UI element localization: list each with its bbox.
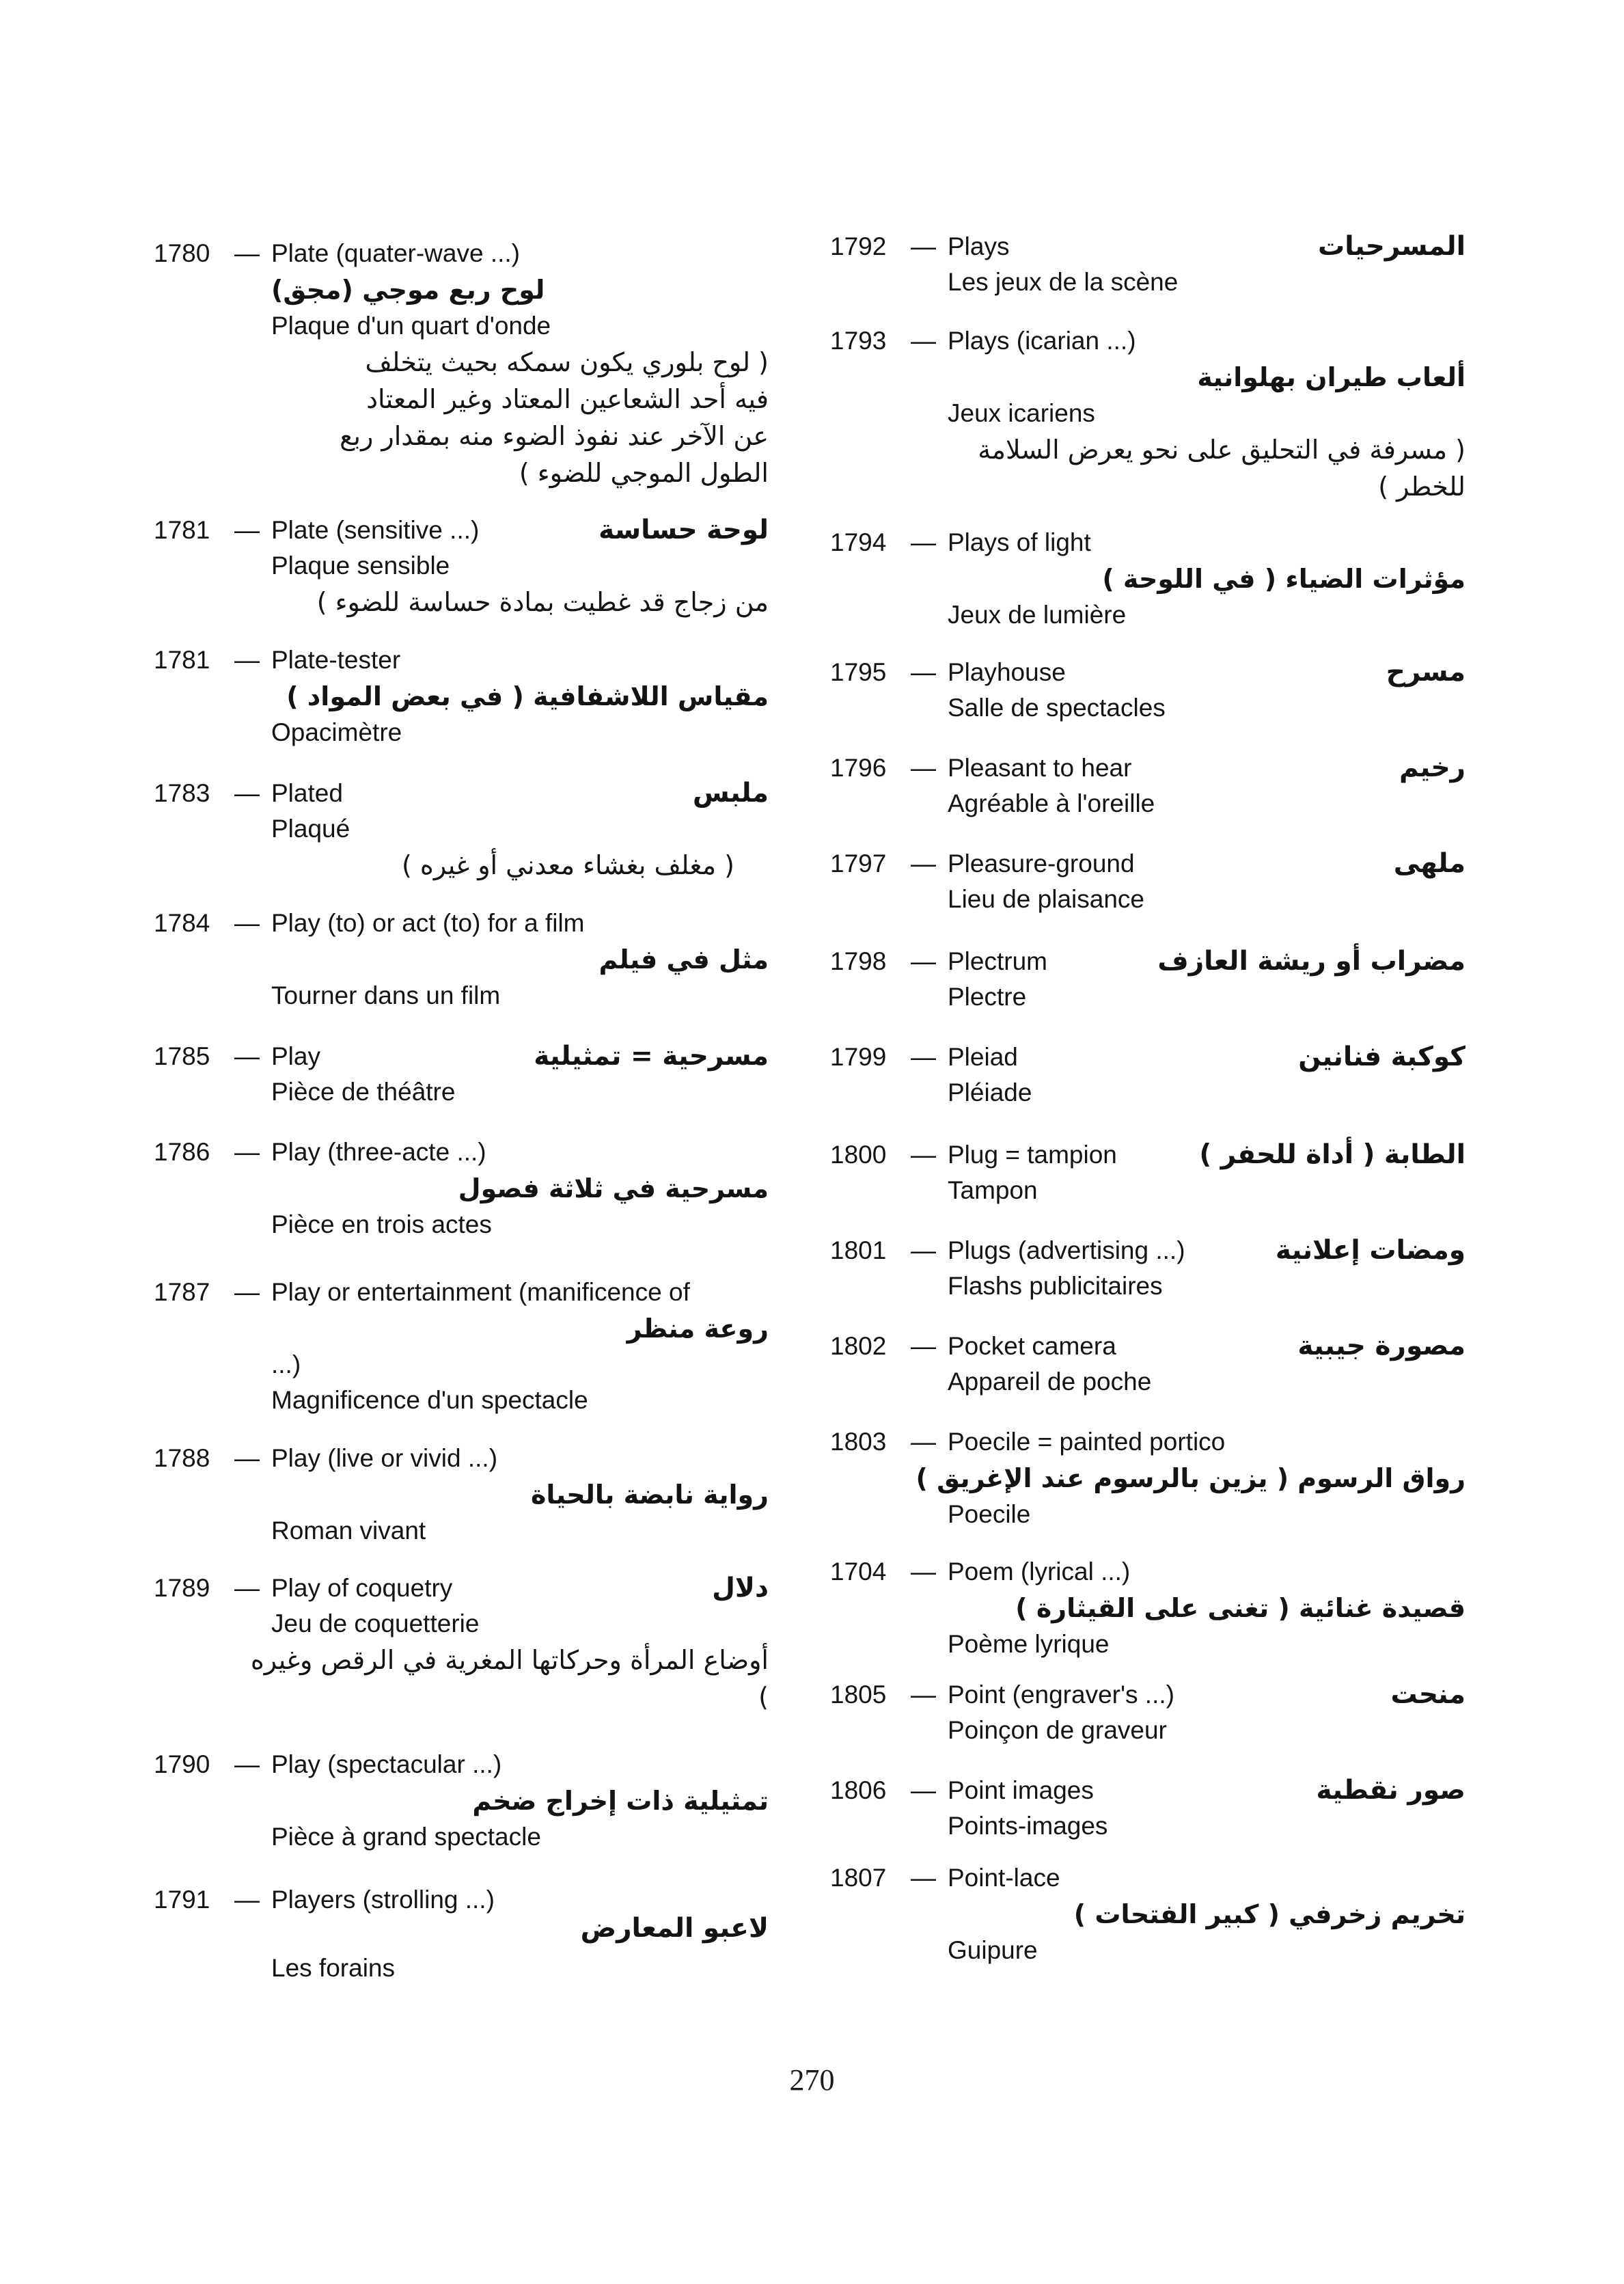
entry-french: Poecile xyxy=(948,1500,1031,1528)
entry-french: Pléiade xyxy=(948,1078,1032,1106)
entry-1784 xyxy=(154,906,769,1039)
entry-1704 xyxy=(830,1554,1465,1677)
entry-arabic-note: من زجاج قد غطيت بمادة حساسة للضوء ) xyxy=(316,587,769,617)
entry-1800 xyxy=(830,1137,1465,1233)
entry-english: Play of coquetry xyxy=(271,1574,453,1602)
entry-number: 1796 xyxy=(830,754,887,782)
entry-dash: — xyxy=(911,1141,936,1169)
entry-1801 xyxy=(830,1233,1465,1329)
entry-french: Jeux icariens xyxy=(948,399,1095,427)
entry-english: Poem (lyrical ...) xyxy=(948,1558,1131,1586)
entry-number: 1789 xyxy=(154,1574,210,1602)
entry-1783 xyxy=(154,776,769,906)
entry-french: Appareil de poche xyxy=(948,1368,1152,1396)
entry-arabic: مسرحية = تمثيلية xyxy=(534,1041,769,1072)
entry-english: Play xyxy=(271,1042,320,1070)
entry-english: Plectrum xyxy=(948,947,1047,975)
entry-arabic: ملهى xyxy=(1393,848,1465,879)
entry-1796 xyxy=(830,750,1465,846)
entry-dash: — xyxy=(234,909,260,937)
entry-french: Pièce de théâtre xyxy=(271,1078,456,1106)
entry-1794 xyxy=(830,525,1465,655)
entry-english: Plated xyxy=(271,779,343,807)
entry-english: Play (to) or act (to) for a film xyxy=(271,909,585,937)
entry-english: Point images xyxy=(948,1776,1094,1804)
entry-1788 xyxy=(154,1441,769,1571)
entry-arabic-note: ( مغلف بغشاء معدني أو غيره ) xyxy=(402,850,734,880)
entry-english: Pocket camera xyxy=(948,1332,1116,1360)
entry-dash: — xyxy=(911,327,936,355)
entry-dash: — xyxy=(234,1574,260,1602)
entry-number: 1797 xyxy=(830,849,887,878)
entry-1781-sensitive xyxy=(154,513,769,642)
entry-dash: — xyxy=(234,779,260,807)
entry-arabic: مسرحية في ثلاثة فصول xyxy=(458,1173,769,1204)
entry-english: Players (strolling ...) xyxy=(271,1886,495,1914)
entry-number: 1790 xyxy=(154,1750,210,1778)
entry-french: Points-images xyxy=(948,1812,1108,1840)
entry-english: Plate-tester xyxy=(271,646,401,674)
entry-french: Magnificence d'un spectacle xyxy=(271,1386,588,1414)
entry-arabic: مؤثرات الضياء ( في اللوحة ) xyxy=(1102,564,1465,594)
entry-arabic: رواية نابضة بالحياة xyxy=(531,1480,769,1510)
entry-arabic: تمثيلية ذات إخراج ضخم xyxy=(472,1786,769,1816)
entry-dash: — xyxy=(911,528,936,556)
entry-1780 xyxy=(154,236,769,513)
entry-arabic: مسرح xyxy=(1386,657,1465,688)
entry-french: Plaque sensible xyxy=(271,552,450,580)
entry-english: Play (spectacular ...) xyxy=(271,1750,502,1778)
entry-english: Plate (sensitive ...) xyxy=(271,516,480,544)
entry-dash: — xyxy=(911,1776,936,1804)
entry-english: Plays xyxy=(948,232,1010,260)
entry-english: Point-lace xyxy=(948,1864,1060,1892)
entry-number: 1781 xyxy=(154,516,210,544)
entry-dash: — xyxy=(911,1043,936,1071)
entry-english: Pleiad xyxy=(948,1043,1018,1071)
entry-number: 1786 xyxy=(154,1138,210,1166)
entry-english: Plate (quater-wave ...) xyxy=(271,239,520,267)
entry-arabic: المسرحيات xyxy=(1318,231,1465,262)
entry-arabic: صور نقطية xyxy=(1316,1775,1465,1806)
entry-1798 xyxy=(830,944,1465,1039)
entry-arabic: ملبس xyxy=(692,778,769,808)
entry-english: Plays of light xyxy=(948,528,1091,556)
right-column xyxy=(830,229,1465,1976)
entry-1799 xyxy=(830,1039,1465,1137)
entry-1785 xyxy=(154,1039,769,1134)
entry-french: Roman vivant xyxy=(271,1517,426,1545)
entry-english: Poecile = painted portico xyxy=(948,1428,1226,1456)
entry-french: Salle de spectacles xyxy=(948,694,1166,722)
entry-arabic: منحت xyxy=(1390,1679,1465,1710)
entry-french: Flashs publicitaires xyxy=(948,1272,1163,1300)
entry-number: 1801 xyxy=(830,1236,887,1264)
entry-dash: — xyxy=(911,1558,936,1586)
entry-english: Play or entertainment (manificence of xyxy=(271,1278,690,1306)
entry-number: 1784 xyxy=(154,909,210,937)
entry-arabic: تخريم زخرفي ( كبير الفتحات ) xyxy=(1073,1899,1465,1929)
entry-french: Plaque d'un quart d'onde xyxy=(271,312,551,340)
entry-french: Les jeux de la scène xyxy=(948,268,1179,296)
entry-1803 xyxy=(830,1424,1465,1554)
entry-1807 xyxy=(830,1860,1465,1976)
entry-number: 1795 xyxy=(830,658,887,686)
entry-arabic: لوح ربع موجي (مجق) xyxy=(271,275,545,305)
entry-english: Play (live or vivid ...) xyxy=(271,1444,498,1472)
entry-1787 xyxy=(154,1275,769,1441)
entry-english: Point (engraver's ...) xyxy=(948,1681,1174,1709)
entry-english: Pleasant to hear xyxy=(948,754,1132,782)
entry-french: Tampon xyxy=(948,1176,1038,1204)
entry-dash: — xyxy=(234,1138,260,1166)
left-column xyxy=(154,236,769,1991)
entry-english: Plugs (advertising ...) xyxy=(948,1236,1185,1264)
entry-arabic: ومضات إعلانية xyxy=(1275,1235,1465,1266)
entry-1806 xyxy=(830,1773,1465,1860)
entry-number: 1806 xyxy=(830,1776,887,1804)
entry-1805 xyxy=(830,1677,1465,1773)
entry-french: Les forains xyxy=(271,1954,395,1982)
entry-dash: — xyxy=(234,516,260,544)
entry-1789 xyxy=(154,1571,769,1747)
entry-number: 1792 xyxy=(830,232,887,260)
entry-english: Pleasure-ground xyxy=(948,849,1135,878)
entry-dash: — xyxy=(911,754,936,782)
entry-arabic: مضراب أو ريشة العازف xyxy=(1157,946,1465,977)
entry-number: 1793 xyxy=(830,327,887,355)
entry-french: Plectre xyxy=(948,983,1027,1011)
entry-dash: — xyxy=(234,1444,260,1472)
entry-french: Pièce en trois actes xyxy=(271,1210,492,1238)
entry-arabic: كوكبة فنانين xyxy=(1298,1042,1465,1072)
entry-dash: — xyxy=(911,1681,936,1709)
entry-french: Agréable à l'oreille xyxy=(948,789,1155,817)
entry-french: Opacimètre xyxy=(271,718,402,746)
entry-1797 xyxy=(830,846,1465,944)
entry-french: Jeux de lumière xyxy=(948,601,1127,629)
entry-number: 1791 xyxy=(154,1886,210,1914)
entry-1790 xyxy=(154,1747,769,1882)
entry-dash: — xyxy=(234,1886,260,1914)
entry-arabic: لاعبو المعارض xyxy=(580,1913,769,1944)
entry-french: Poinçon de graveur xyxy=(948,1716,1167,1744)
entry-number: 1798 xyxy=(830,947,887,975)
entry-arabic: رواق الرسوم ( يزين بالرسوم عند الإغريق ) xyxy=(916,1463,1465,1493)
entry-french: Pièce à grand spectacle xyxy=(271,1823,541,1851)
entry-arabic-note: ( لوح بلوري يكون سمكه بحيث يتخلف فيه أحد الشعاعين المعتاد وغير المعتاد عن الآخر عند نفوذ الضوء منه بمقدار ربع الطول الموجي للضوء ) xyxy=(340,347,769,488)
entry-dash: — xyxy=(234,1042,260,1070)
entry-number: 1787 xyxy=(154,1278,210,1306)
entry-dash: — xyxy=(234,1278,260,1306)
entry-1802 xyxy=(830,1329,1465,1424)
entry-1791 xyxy=(154,1882,769,1991)
entry-1781-plate-tester xyxy=(154,642,769,776)
entry-arabic: قصيدة غنائية ( تغنى على القيثارة ) xyxy=(1015,1593,1465,1623)
entry-dash: — xyxy=(234,1750,260,1778)
entry-dash: — xyxy=(234,646,260,674)
entry-arabic-note: ( مسرفة في التحليق على نحو يعرض السلامة للخطر ) xyxy=(978,435,1465,502)
entry-arabic: روعة منظر xyxy=(627,1314,769,1344)
entry-arabic: رخيم xyxy=(1399,752,1465,783)
entry-french: Poème lyrique xyxy=(948,1630,1110,1658)
entry-arabic: لوحة حساسة xyxy=(598,515,769,545)
entry-english: Plug = tampion xyxy=(948,1141,1117,1169)
entry-french: Jeu de coquetterie xyxy=(271,1609,480,1637)
entry-number: 1803 xyxy=(830,1428,887,1456)
entry-number: 1780 xyxy=(154,239,210,267)
entry-arabic: مصورة جيبية xyxy=(1297,1331,1465,1361)
entry-1795 xyxy=(830,655,1465,750)
entry-english: Play (three-acte ...) xyxy=(271,1138,486,1166)
entry-1793 xyxy=(830,323,1465,525)
entry-english: Plays (icarian ...) xyxy=(948,327,1136,355)
entry-dash: — xyxy=(911,1428,936,1456)
entry-number: 1783 xyxy=(154,779,210,807)
entry-dash: — xyxy=(911,947,936,975)
entry-number: 1794 xyxy=(830,528,887,556)
entry-number: 1799 xyxy=(830,1043,887,1071)
entry-number: 1785 xyxy=(154,1042,210,1070)
entry-number: 1788 xyxy=(154,1444,210,1472)
entry-number: 1704 xyxy=(830,1558,887,1586)
entry-dash: — xyxy=(911,658,936,686)
entry-arabic: مثل في فيلم xyxy=(598,944,769,975)
entry-arabic: دلال xyxy=(712,1573,769,1603)
entry-dash: — xyxy=(911,1236,936,1264)
entry-1792 xyxy=(830,229,1465,323)
entry-arabic-note: أوضاع المرأة وحركاتها المغرية في الرقص وغيره ) xyxy=(250,1645,769,1712)
entry-number: 1800 xyxy=(830,1141,887,1169)
entry-dash: — xyxy=(911,1332,936,1360)
entry-french: Plaqué xyxy=(271,815,350,843)
entry-english: Playhouse xyxy=(948,658,1066,686)
entry-arabic: ألعاب طيران بهلوانية xyxy=(1197,362,1465,392)
page-number: 270 xyxy=(789,2063,835,2097)
entry-dash: — xyxy=(911,849,936,878)
entry-1786 xyxy=(154,1134,769,1275)
entry-arabic: الطابة ( أداة للحفر ) xyxy=(1199,1139,1465,1170)
entry-english-continued: ...) xyxy=(271,1350,301,1378)
entry-french: Tourner dans un film xyxy=(271,981,501,1009)
entry-dash: — xyxy=(911,232,936,260)
entry-dash: — xyxy=(234,239,260,267)
entry-number: 1781 xyxy=(154,646,210,674)
entry-dash: — xyxy=(911,1864,936,1892)
entry-french: Guipure xyxy=(948,1936,1038,1964)
entry-number: 1807 xyxy=(830,1864,887,1892)
entry-arabic: مقياس اللاشفافية ( في بعض المواد ) xyxy=(286,681,769,711)
entry-number: 1802 xyxy=(830,1332,887,1360)
entry-number: 1805 xyxy=(830,1681,887,1709)
entry-french: Lieu de plaisance xyxy=(948,885,1144,913)
